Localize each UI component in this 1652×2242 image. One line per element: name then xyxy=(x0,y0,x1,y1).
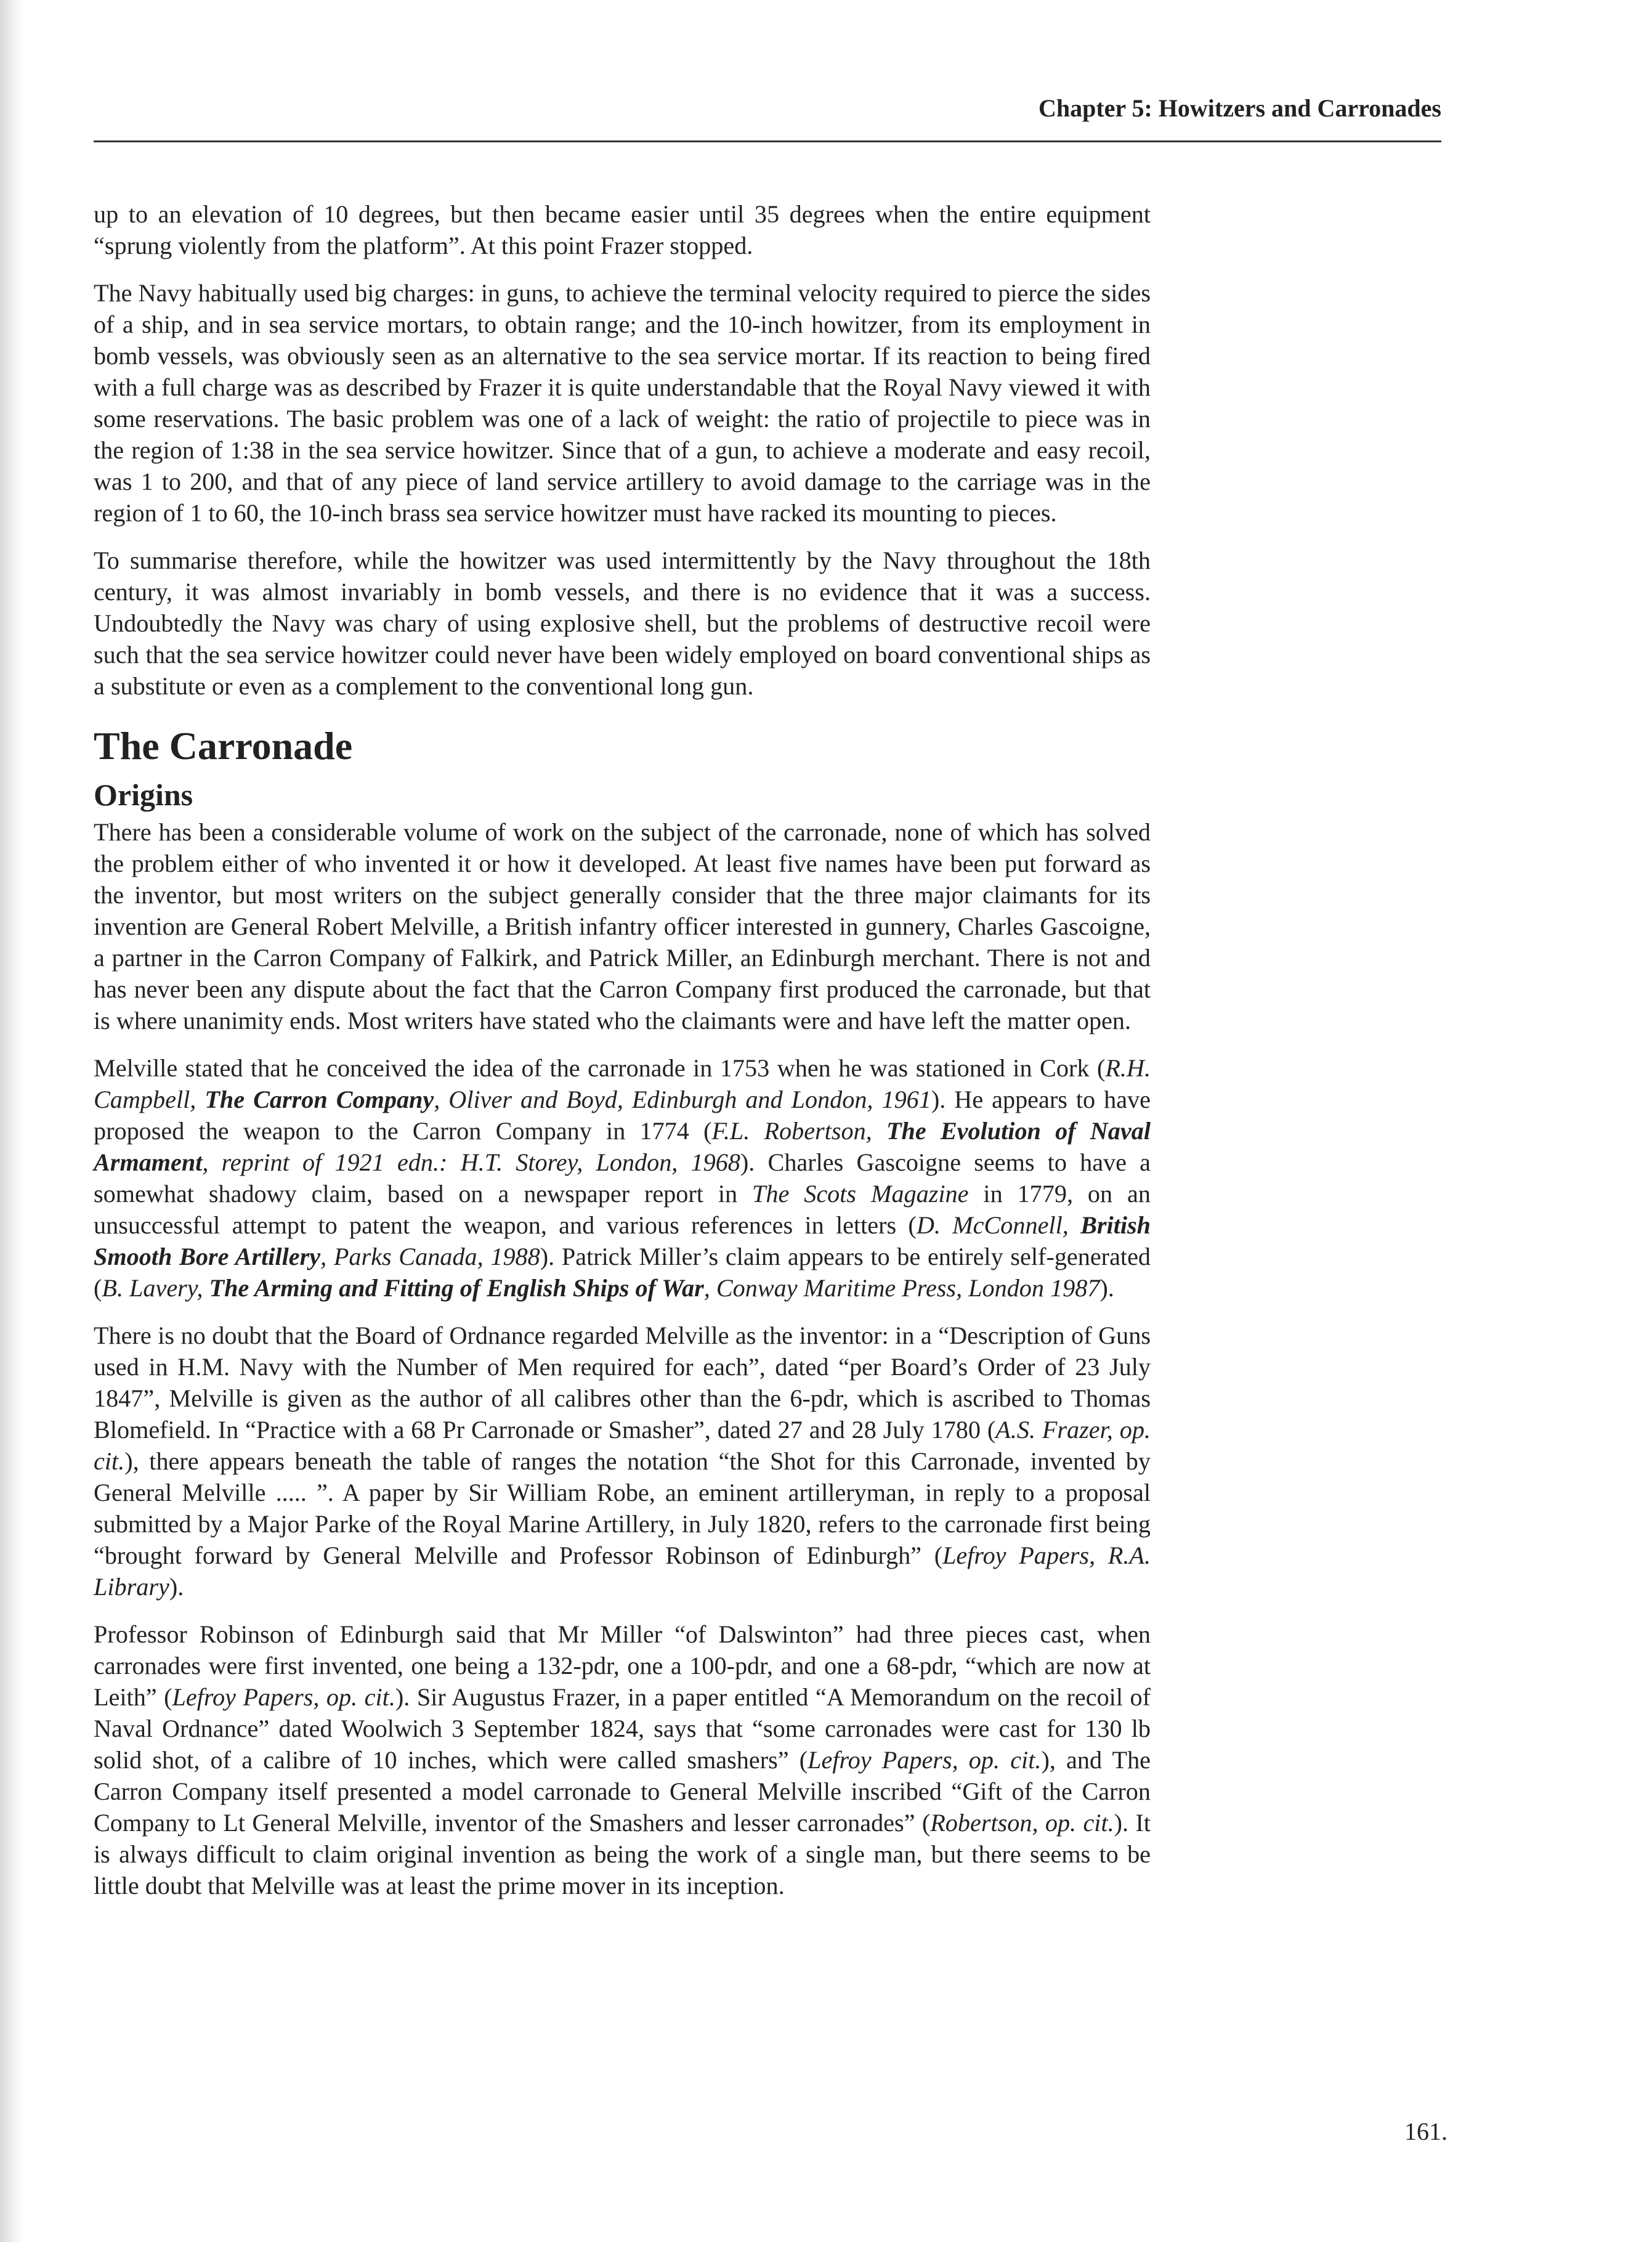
page-number: 161. xyxy=(1404,2118,1448,2145)
citation: The Scots Magazine xyxy=(752,1180,969,1208)
citation: Lefroy Papers, op. cit. xyxy=(172,1683,395,1711)
text-run: in 1779, on an unsuccessful attempt to patent the weapon, and various references in letters ( xyxy=(94,1180,1151,1239)
header-rule xyxy=(94,140,1441,142)
citation: A.S. Frazer, op. cit. xyxy=(94,1416,1151,1475)
paragraph-claimants xyxy=(94,1052,1151,1304)
text-run: ). It is always difficult to claim original invention as being the work of a single man, but there seems to be little doubt that Melville was at least the prime mover in its inception. xyxy=(94,1809,1151,1899)
text-run: ), there appears beneath the table of ranges the notation “the Shot for this Carronade, invented by General Melville ..... ”. A paper by Sir William Robe, an eminent artilleryman, in reply to a proposal submitted by a Major Parke of the Royal Marine Artillery, in July 1820, refers to the carronade first being “brought forward by General Melville and Professor Robinson of Edinburgh” ( xyxy=(94,1447,1151,1569)
citation-title: The Evolution of Naval Armament xyxy=(94,1117,1151,1176)
paragraph-origins-intro: There has been a considerable volume of work on the subject of the carronade, none of which has solved the problem either of who invented it or how it developed. At least five names have been put forward as the inventor, but most writers on the subject generally consider that the three major claimants for its invention are General Robert Melville, a British infantry officer interested in gunnery, Charles Gascoigne, a partner in the Carron Company of Falkirk, and Patrick Miller, an Edinburgh merchant. There is not and has never been any dispute about the fact that the Carron Company first produced the carronade, but that is where unanimity ends. Most writers have stated who the claimants were and have left the matter open. xyxy=(94,818,1151,1034)
page-body xyxy=(94,198,1151,1917)
text-run: ). xyxy=(1099,1274,1114,1302)
citation-title: The Arming and Fitting of English Ships of War xyxy=(209,1274,704,1302)
citation-title: The Carron Company xyxy=(204,1086,434,1113)
citation: Robertson, op. cit. xyxy=(930,1809,1114,1837)
citation: R.H. Campbell, xyxy=(94,1054,1151,1113)
text-run: ). Patrick Miller’s claim appears to be entirely self-generated ( xyxy=(94,1243,1151,1302)
citation-title: British Smooth Bore Artillery xyxy=(94,1211,1151,1270)
section-heading: The Carronade xyxy=(94,724,353,768)
paragraph-frazer-test: up to an elevation of 10 degrees, but then became easier until 35 degrees when the entire equipment “sprung violently from the platform”. At this point Frazer stopped. xyxy=(94,200,1151,259)
citation: Lefroy Papers, R.A. Library xyxy=(94,1541,1151,1601)
text-run: Professor Robinson of Edinburgh said that Mr Miller “of Dalswinton” had three pieces cast, when carronades were first invented, one being a 132-pdr, one a 100-pdr, and one a 68-pdr, “which are now at Leith” ( xyxy=(94,1620,1151,1711)
text-run: Melville stated that he conceived the idea of the carronade in 1753 when he was stationed in Cork ( xyxy=(94,1054,1106,1082)
text-run: ). Sir Augustus Frazer, in a paper entitled “A Memorandum on the recoil of Naval Ordnance” dated Woolwich 3 September 1824, says that “some carronades were cast for 130 lb solid shot, of a calibre of 10 inches, which were called smashers” ( xyxy=(94,1683,1151,1774)
text-run: ). Charles Gascoigne seems to have a somewhat shadowy claim, based on a newspaper report in xyxy=(94,1148,1151,1208)
text-run: ). He appears to have proposed the weapon to the Carron Company in 1774 ( xyxy=(94,1086,1151,1145)
paragraph-navy-charges: The Navy habitually used big charges: in guns, to achieve the terminal velocity required to pierce the sides of a ship, and in sea service mortars, to obtain range; and the 10-inch howitzer, from its employment in bomb vessels, was obviously seen as an alternative to the sea service mortar. If its reaction to being fired with a full charge was as described by Frazer it is quite understandable that the Royal Navy viewed it with some reservations. The basic problem was one of a lack of weight: the ratio of projectile to piece was in the region of 1:38 in the sea service howitzer. Since that of a gun, to achieve a moderate and easy recoil, was 1 to 200, and that of any piece of land service artillery to avoid damage to the carriage was in the region of 1 to 60, the 10-inch brass sea service howitzer must have racked its mounting to pieces. xyxy=(94,279,1151,527)
paragraph-board-of-ordnance xyxy=(94,1320,1151,1602)
citation: D. McConnell, xyxy=(916,1211,1081,1239)
text-run: ), and The Carron Company itself presented a model carronade to General Melville inscribed “Gift of the Carron Company to Lt General Melville, inventor of the Smashers and lesser carronades” ( xyxy=(94,1746,1151,1837)
citation: , Parks Canada, 1988 xyxy=(320,1243,540,1270)
text-run: There is no doubt that the Board of Ordnance regarded Melville as the inventor: in a “Description of Guns used in H.M. Navy with the Number of Men required for each”, dated “per Board’s Order of 23 July 1847”, Melville is given as the author of all calibres other than the 6-pdr, which is ascribed to Thomas Blomefield. In “Practice with a 68 Pr Carronade or Smasher”, dated 27 and 28 July 1780 ( xyxy=(94,1322,1151,1444)
running-header: Chapter 5: Howitzers and Carronades xyxy=(1038,94,1441,122)
paragraph-robinson xyxy=(94,1619,1151,1901)
text-run: ). xyxy=(169,1573,184,1601)
scan-edge-shadow xyxy=(0,0,23,2242)
subsection-heading: Origins xyxy=(94,778,193,812)
citation: Lefroy Papers, op. cit. xyxy=(808,1746,1042,1774)
paragraph-summary: To summarise therefore, while the howitzer was used intermittently by the Navy throughout the 18th century, it was almost invariably in bomb vessels, and there is no evidence that it was a success. Undoubtedly the Navy was chary of using explosive shell, but the problems of destructive recoil were such that the sea service howitzer could never have been widely employed on board conventional ships as a substitute or even as a complement to the conventional long gun. xyxy=(94,546,1151,700)
citation: , reprint of 1921 edn.: H.T. Storey, London, 1968 xyxy=(202,1148,740,1176)
citation: B. Lavery, xyxy=(102,1274,209,1302)
citation: , Conway Maritime Press, London 1987 xyxy=(703,1274,1100,1302)
citation: , Oliver and Boyd, Edinburgh and London, 1961 xyxy=(434,1086,931,1113)
citation: F.L. Robertson, xyxy=(711,1117,886,1145)
